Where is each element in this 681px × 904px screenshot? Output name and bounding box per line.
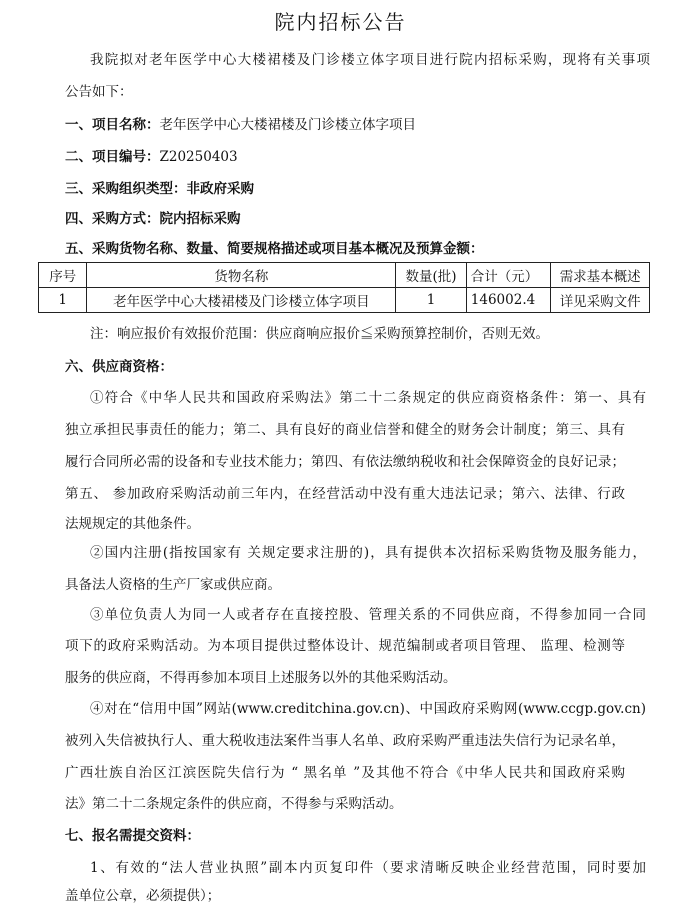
item-label: 三、采购组织类型： — [65, 181, 187, 197]
item-project-number — [65, 145, 681, 165]
s6-p4-line: 被列入失信被执行人、重大税收违法案件当事人名单、政府采购严重违法失信行为记录名单， — [65, 733, 625, 749]
table-note: 注：响应报价有效报价范围：供应商响应报价≦采购预算控制价，否则无效。 — [90, 326, 549, 342]
s6-p3-line: ③单位负责人为同一人或者存在直接控股、管理关系的不同供应商，不得参加同一合同 — [90, 607, 646, 623]
item-goods-budget — [65, 237, 681, 257]
table-header: 数量(批) — [396, 263, 466, 288]
item-label: 四、采购方式： — [65, 211, 160, 227]
s6-p3-line: 项下的政府采购活动。为本项目提供过整体设计、规范编制或者项目管理、 监理、检测等 — [65, 638, 625, 654]
s6-p1-line: 履行合同所必需的设备和专业技术能力；第四、有依法缴纳税收和社会保障资金的良好记录； — [65, 454, 625, 470]
s6-p1-line: 独立承担民事责任的能力；第二、具有良好的商业信誉和健全的财务会计制度；第三、具有 — [65, 422, 625, 438]
s6-p2-line: ②国内注册(指按国家有 关规定要求注册的)，具有提供本次招标采购货物及服务能力， — [90, 545, 646, 561]
table-row — [39, 288, 650, 313]
section-7-heading: 七、报名需提交资料： — [65, 828, 200, 844]
s7-p1-line: 1、有效的“法人营业执照”副本内页复印件（要求清晰反映企业经营范围，同时要加 — [90, 860, 646, 876]
item-label: 二、项目编号： — [65, 149, 160, 165]
table-header: 需求基本概述 — [551, 263, 650, 288]
intro-line-1: 我院拟对老年医学中心大楼裙楼及门诊楼立体字项目进行院内招标采购，现将有关事项 — [90, 52, 650, 68]
intro-line-2: 公告如下： — [65, 84, 133, 100]
table-cell: 146002.4 — [466, 288, 551, 313]
item-value: 非政府采购 — [186, 181, 254, 197]
item-value: Z20250403 — [159, 149, 238, 165]
table-cell: 1 — [39, 288, 87, 313]
s6-p4-line: ④对在“信用中国”网站(www.creditchina.gov.cn)、中国政府采购网(www.ccgp.gov.cn) — [90, 701, 646, 717]
item-label: 一、项目名称： — [65, 117, 160, 133]
page-title: 院内招标公告 — [274, 10, 407, 34]
s6-p1-line: ①符合《中华人民共和国政府采购法》第二十二条规定的供应商资格条件：第一、具有 — [90, 390, 646, 406]
table-cell: 1 — [396, 288, 466, 313]
item-value: 老年医学中心大楼裙楼及门诊楼立体字项目 — [159, 117, 416, 133]
table-header: 序号 — [39, 263, 87, 288]
s6-p4-line: 广西壮族自治区江滨医院失信行为 “ 黑名单 ”及其他不符合《中华人民共和国政府采购 — [65, 765, 625, 781]
section-6-heading: 六、供应商资格： — [65, 359, 173, 375]
item-label: 五、采购货物名称、数量、简要规格描述或项目基本概况及预算金额： — [65, 241, 484, 257]
table-header-row — [39, 263, 650, 288]
s6-p3-line: 服务的供应商，不得再参加本项目上述服务以外的其他采购活动。 — [65, 670, 457, 686]
item-value: 院内招标采购 — [159, 211, 241, 227]
s6-p2-line: 具备法人资格的生产厂家或供应商。 — [65, 577, 281, 593]
table-cell: 详见采购文件 — [551, 288, 650, 313]
goods-table — [38, 262, 650, 313]
item-project-name — [65, 113, 681, 133]
s6-p1-line: 第五、 参加政府采购活动前三年内，在经营活动中没有重大违法记录；第六、法律、行政 — [65, 486, 625, 502]
item-procurement-method — [65, 207, 681, 227]
table-header: 合计（元） — [466, 263, 551, 288]
s6-p4-line: 法》第二十二条规定条件的供应商，不得参与采购活动。 — [65, 796, 403, 812]
s6-p1-line: 法规规定的其他条件。 — [65, 516, 200, 532]
table-header: 货物名称 — [87, 263, 396, 288]
table-cell: 老年医学中心大楼裙楼及门诊楼立体字项目 — [87, 288, 396, 313]
item-procurement-type — [65, 177, 681, 197]
s7-p1-line: 盖单位公章，必须提供）； — [65, 888, 221, 904]
